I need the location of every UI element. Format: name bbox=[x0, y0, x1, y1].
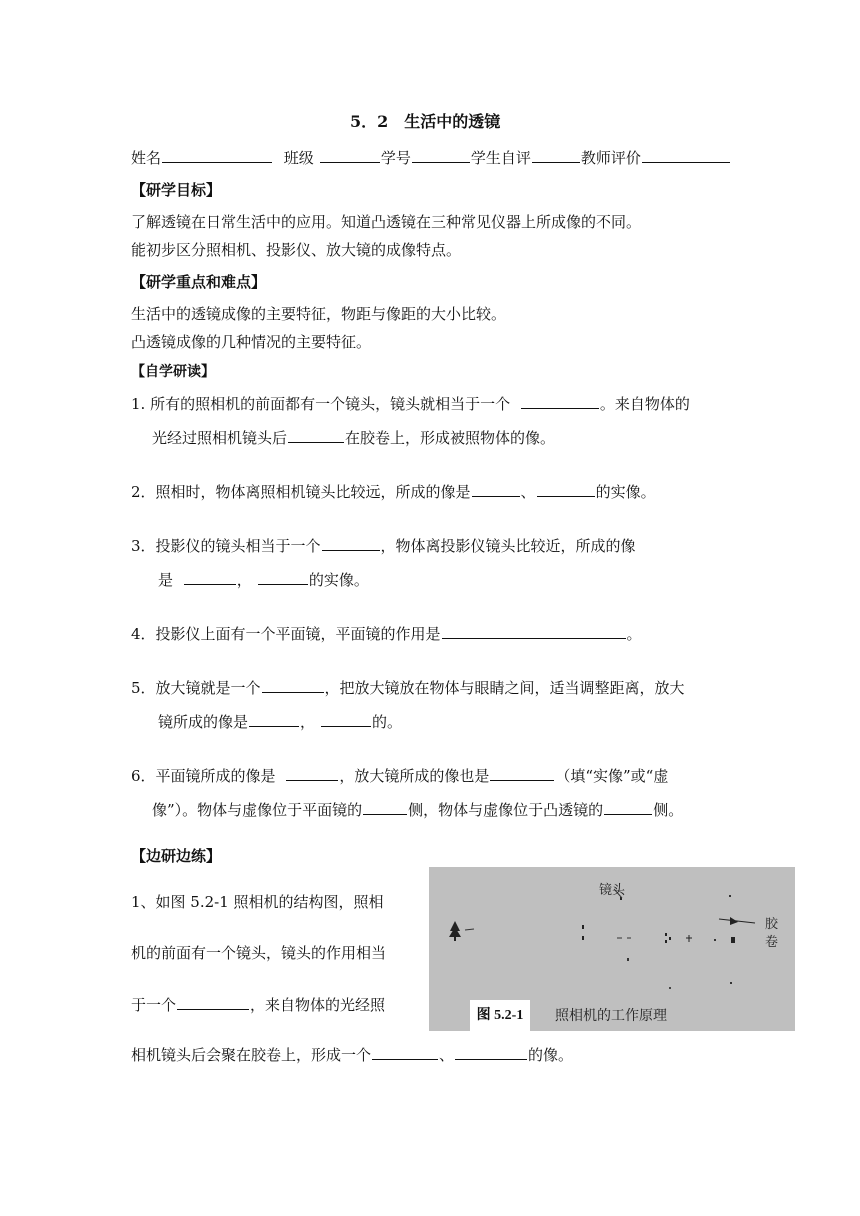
question-5-line-1 bbox=[131, 676, 685, 698]
question-3-blank-1[interactable] bbox=[322, 534, 380, 551]
question-5-text-b: ，把放大镜放在物体与眼睛之间，适当调整距离，放大 bbox=[324, 679, 685, 697]
lens-label: 镜头 bbox=[599, 883, 626, 898]
practice-heading: 【边研边练】 bbox=[131, 847, 222, 865]
self-eval-blank[interactable] bbox=[532, 146, 580, 163]
focus-heading: 【研学重点和难点】 bbox=[131, 273, 267, 291]
practice-q1-line-4 bbox=[131, 1043, 573, 1065]
question-1-text-c: 光经过照相机镜头后 bbox=[152, 429, 288, 447]
question-3-line-1 bbox=[131, 534, 636, 556]
question-1-line-2 bbox=[152, 426, 555, 448]
question-5-text-c: 镜所成的像是 bbox=[158, 713, 249, 731]
teacher-eval-label: 教师评价 bbox=[580, 149, 641, 167]
teacher-eval-blank[interactable] bbox=[642, 146, 730, 163]
figure-number: 图 5.2-1 bbox=[470, 1000, 530, 1031]
question-2 bbox=[131, 480, 656, 502]
question-6-line-2 bbox=[152, 798, 683, 820]
goals-line-2: 能初步区分照相机、投影仪、放大镜的成像特点。 bbox=[131, 241, 462, 259]
question-6-blank-3[interactable] bbox=[363, 798, 407, 815]
film-label-1: 胶 bbox=[765, 917, 779, 932]
question-1-text-d: 在胶卷上，形成被照物体的像。 bbox=[345, 429, 556, 447]
question-6-text-d: 像”）。物体与虚像位于平面镜的 bbox=[152, 801, 363, 819]
question-6-text-f: 侧。 bbox=[653, 801, 684, 819]
question-1-blank-2[interactable] bbox=[288, 426, 344, 443]
student-info-row bbox=[131, 146, 731, 168]
question-6-text-e: 侧，物体与虚像位于凸透镜的 bbox=[408, 801, 604, 819]
question-2-text-b: 、 bbox=[520, 483, 536, 501]
object-tree-icon bbox=[449, 921, 474, 941]
question-1-text-a: 1. 所有的照相机的前面都有一个镜头，镜头就相当于一个 bbox=[131, 395, 511, 413]
question-4-text-a: 4．投影仪上面有一个平面镜，平面镜的作用是 bbox=[131, 625, 441, 643]
question-1-blank-1[interactable] bbox=[521, 392, 599, 409]
practice-q1-text-e: 的像。 bbox=[528, 1046, 574, 1064]
question-1-text-b: 。来自物体的 bbox=[599, 395, 690, 413]
practice-q1-line-1: 1、如图 5.2-1 照相机的结构图，照相 bbox=[131, 893, 384, 911]
practice-q1-text-b: ，来自物体的光经照 bbox=[250, 996, 386, 1014]
question-5-line-2 bbox=[158, 710, 402, 732]
question-2-text-a: 2．照相时，物体离照相机镜头比较远，所成的像是 bbox=[131, 483, 471, 501]
question-6-blank-2[interactable] bbox=[490, 764, 554, 781]
self-study-heading: 【自学研读】 bbox=[131, 364, 215, 380]
camera-diagram-figure bbox=[429, 867, 795, 1031]
practice-q1-blank-3[interactable] bbox=[455, 1043, 527, 1060]
question-3-text-a: 3．投影仪的镜头相当于一个 bbox=[131, 537, 321, 555]
question-2-blank-1[interactable] bbox=[472, 480, 520, 497]
goals-line-1: 了解透镜在日常生活中的应用。知道凸透镜在三种常见仪器上所成像的不同。 bbox=[131, 213, 642, 231]
question-3-text-c: 是 bbox=[158, 571, 174, 589]
question-4-text-b: 。 bbox=[626, 625, 642, 643]
practice-q1-text-c: 相机镜头后会聚在胶卷上，形成一个 bbox=[131, 1046, 372, 1064]
question-5-text-a: 5．放大镜就是一个 bbox=[131, 679, 261, 697]
film-label-2: 卷 bbox=[765, 935, 779, 950]
question-2-text-c: 的实像。 bbox=[595, 483, 656, 501]
name-label: 姓名 bbox=[131, 149, 162, 167]
question-5-blank-3[interactable] bbox=[321, 710, 371, 727]
practice-q1-text-a: 于一个 bbox=[131, 996, 177, 1014]
question-6-blank-1[interactable] bbox=[286, 764, 338, 781]
question-3-text-e: 的实像。 bbox=[308, 571, 369, 589]
practice-q1-blank-2[interactable] bbox=[372, 1043, 438, 1060]
question-4 bbox=[131, 622, 642, 644]
lens-marks bbox=[582, 889, 755, 989]
name-blank[interactable] bbox=[162, 146, 272, 163]
question-6-line-1 bbox=[131, 764, 668, 786]
question-3-line-2 bbox=[158, 568, 369, 590]
question-3-blank-3[interactable] bbox=[258, 568, 308, 585]
question-5-blank-1[interactable] bbox=[262, 676, 324, 693]
class-label: 班级 bbox=[283, 149, 314, 167]
number-blank[interactable] bbox=[412, 146, 470, 163]
question-5-text-e: 的。 bbox=[372, 713, 403, 731]
practice-q1-line-3 bbox=[131, 993, 385, 1015]
goals-heading: 【研学目标】 bbox=[131, 181, 222, 199]
question-6-text-c: （填“实像”或“虚 bbox=[555, 767, 669, 785]
self-eval-label: 学生自评 bbox=[470, 149, 531, 167]
figure-caption: 照相机的工作原理 bbox=[555, 1008, 667, 1024]
focus-line-2: 凸透镜成像的几种情况的主要特征。 bbox=[131, 333, 372, 351]
question-5-blank-2[interactable] bbox=[249, 710, 299, 727]
question-3-text-b: ，物体离投影仪镜头比较近，所成的像 bbox=[380, 537, 636, 555]
practice-q1-line-2: 机的前面有一个镜头，镜头的作用相当 bbox=[131, 944, 387, 962]
question-6-text-a: 6．平面镜所成的像是 bbox=[131, 767, 276, 785]
question-1-line-1 bbox=[131, 392, 690, 414]
number-label: 学号 bbox=[380, 149, 411, 167]
question-6-text-b: ，放大镜所成的像也是 bbox=[339, 767, 490, 785]
practice-q1-text-d: 、 bbox=[439, 1046, 455, 1064]
question-5-text-d: ， bbox=[300, 713, 316, 731]
question-3-text-d: ， bbox=[236, 571, 252, 589]
class-blank[interactable] bbox=[320, 146, 380, 163]
practice-q1-blank-1[interactable] bbox=[177, 993, 249, 1010]
page-title: 5．2 生活中的透镜 bbox=[350, 112, 501, 131]
question-6-blank-4[interactable] bbox=[604, 798, 652, 815]
question-2-blank-2[interactable] bbox=[537, 480, 595, 497]
focus-line-1: 生活中的透镜成像的主要特征，物距与像距的大小比较。 bbox=[131, 305, 507, 323]
question-4-blank[interactable] bbox=[442, 622, 626, 639]
question-3-blank-2[interactable] bbox=[184, 568, 236, 585]
